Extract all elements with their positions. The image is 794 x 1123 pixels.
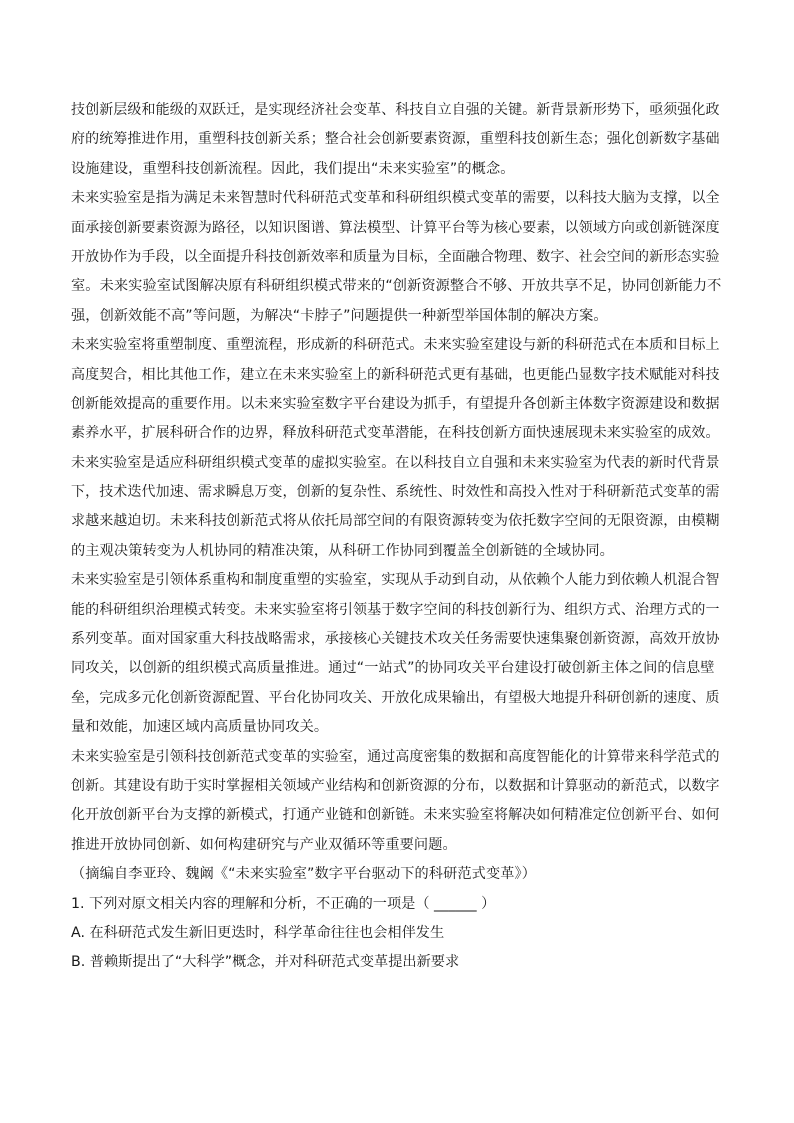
text-line: 素养水平，扩展科研合作的边界，释放科研范式变革潜能，在科技创新方面快速展现未来实验室的成效。 xyxy=(71,425,720,442)
text-line: 下，技术迭代加速、需求瞬息万变，创新的复杂性、系统性、时效性和高投入性对于科研新范式变革的需 xyxy=(71,484,720,501)
text-line: 系列变革。面对国家重大科技战略需求，承接核心关键技术攻关任务需要快速集聚创新资源，高效开放协 xyxy=(71,631,720,648)
text-line: 面承接创新要素资源为路径，以知识图谱、算法模型、计算平台等为核心要素，以领域方向或创新链深度 xyxy=(71,219,720,236)
paragraph xyxy=(71,449,723,567)
text-line: 创新能效提高的重要作用。以未来实验室数字平台建设为抓手，有望提升各创新主体数字资源建设和数据 xyxy=(71,395,720,412)
text-line: 室。未来实验室试图解决原有科研组织模式带来的“创新资源整合不够、开放共享不足，协同创新能力不 xyxy=(71,278,722,295)
text-line: 化开放创新平台为支撑的新模式，打通产业链和创新链。未来实验室将解决如何精准定位创新平台、如何 xyxy=(71,807,720,824)
text-line: 能的科研组织治理模式转变。未来实验室将引领基于数字空间的科技创新行为、组织方式、治理方式的一 xyxy=(71,601,720,618)
answer-option: B. 普赖斯提出了“大科学”概念，并对科研范式变革提出新要求 xyxy=(71,954,460,971)
text-line: 推进开放协同创新、如何构建研究与产业双循环等重要问题。 xyxy=(71,836,457,853)
text-line: 未来实验室是引领科技创新范式变革的实验室，通过高度密集的数据和高度智能化的计算带来科学范式的 xyxy=(71,748,720,765)
text-line: 量和效能，加速区域内高质量协同攻关。 xyxy=(71,719,329,736)
text-line: 创新。其建设有助于实时掌握相关领域产业结构和创新资源的分布，以数据和计算驱动的新范式，以数字 xyxy=(71,777,720,794)
text-line: 的主观决策转变为人机协同的精准决策，从科研工作协同到覆盖全创新链的全域协同。 xyxy=(71,542,614,559)
text-line: 未来实验室是适应科研组织模式变革的虚拟实验室。在以科技自立自强和未来实验室为代表的新时代背景 xyxy=(71,454,720,471)
text-line: 同攻关，以创新的组织模式高质量推进。通过“一站式”的协同攻关平台建设打破创新主体之间的信息壁 xyxy=(71,660,715,677)
paragraph xyxy=(71,743,723,861)
paragraph xyxy=(71,184,723,331)
text-line: 未来实验室是指为满足未来智慧时代科研范式变革和科研组织模式变革的需要，以科技大脑为支撑，以全 xyxy=(71,190,720,207)
text-line: 高度契合，相比其他工作，建立在未来实验室上的新科研范式更有基础，也更能凸显数字技术赋能对科技 xyxy=(71,366,720,383)
paragraph xyxy=(71,96,723,184)
source-citation: （摘编自李亚玲、魏阚《“未来实验室”数字平台驱动下的科研范式变革》） xyxy=(71,866,537,883)
answer-option: A. 在科研范式发生新旧更迭时，科学革命往往也会相伴发生 xyxy=(71,924,445,941)
text-line: 技创新层级和能级的双跃迁，是实现经济社会变革、科技自立自强的关键。新背景新形势下，亟须强化政 xyxy=(71,102,720,118)
paragraph xyxy=(71,566,723,742)
text-line: 垒，完成多元化创新资源配置、平台化协同攻关、开放化成果输出，有望极大地提升科研创新的速度、质 xyxy=(71,689,720,706)
text-line: 强，创新效能不高”等问题，为解决“卡脖子”问题提供一种新型举国体制的解决方案。 xyxy=(71,307,608,324)
paragraph xyxy=(71,331,723,449)
text-line: 开放协作为手段，以全面提升科技创新效率和质量为目标，全面融合物理、数字、社会空间的新形态实验 xyxy=(71,248,720,265)
text-line: 设施建设，重塑科技创新流程。因此，我们提出“未来实验室”的概念。 xyxy=(71,160,515,177)
document-page xyxy=(71,96,723,978)
text-line: 府的统筹推进作用，重塑科技创新关系；整合社会创新要素资源，重塑科技创新生态；强化创新数字基础 xyxy=(71,131,720,148)
text-line: 未来实验室是引领体系重构和制度重塑的实验室，实现从手动到自动，从依赖个人能力到依赖人机混合智 xyxy=(71,572,720,589)
question-block xyxy=(71,890,723,978)
text-line: 未来实验室将重塑制度、重塑流程，形成新的科研范式。未来实验室建设与新的科研范式在本质和目标上 xyxy=(71,337,720,354)
text-line: 求越来越迫切。未来科技创新范式将从依托局部空间的有限资源转变为依托数字空间的无限资源，由模糊 xyxy=(71,513,720,530)
question-stem: 1. 下列对原文相关内容的理解和分析，不正确的一项是（ ______ ） xyxy=(71,895,496,912)
